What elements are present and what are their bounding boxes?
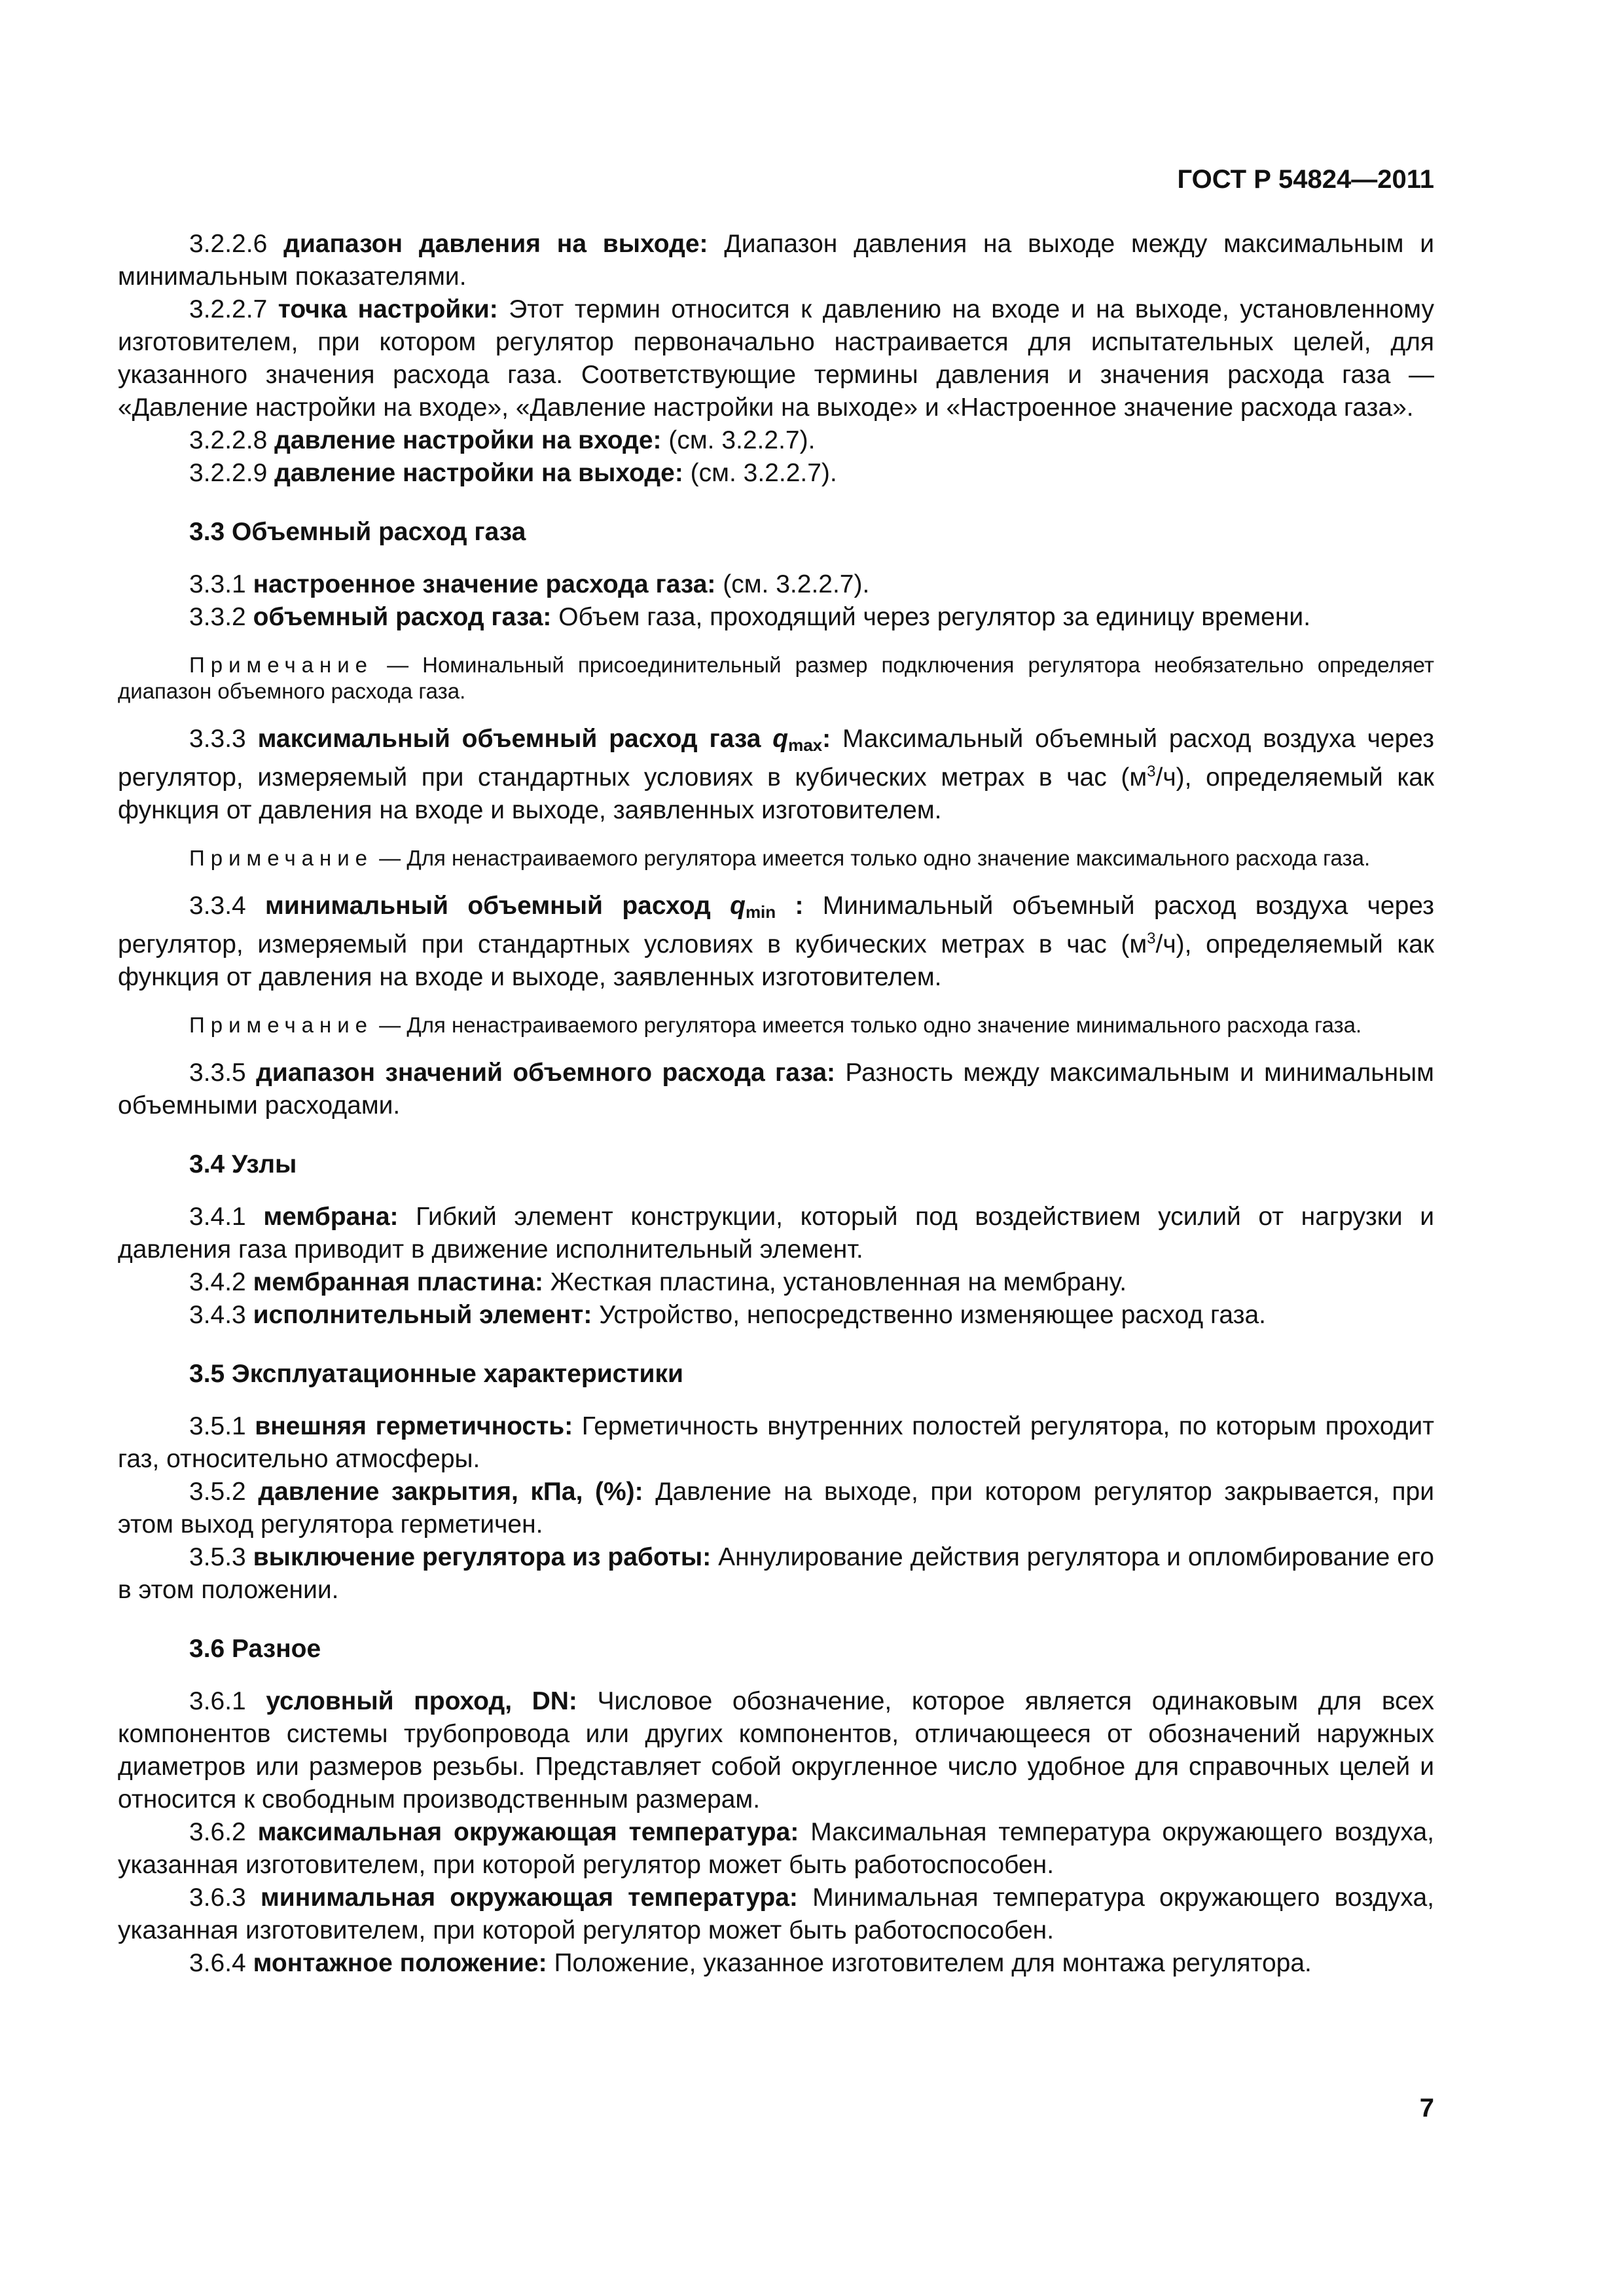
clause-3-3-3: 3.3.3 максимальный объемный расход газа $q_{max}$: Максимальный объемный расход воздуха через регулятор, измеряемый при стандартных условиях в кубических метрах в час $(м^3/ч)$, определяемый как функция от давления на входе и выходе, заявленных изготовителем. (118, 725, 1435, 824)
clause-3-4-3: 3.4.3 исполнительный элемент: Устройство, непосредственно изменяющее расход газа. (189, 1301, 1266, 1329)
document-body (118, 228, 1434, 1980)
section-3-4-heading: 3.4 Узлы (189, 1150, 297, 1178)
clause-3-6-1: 3.6.1 условный проход, DN: Числовое обозначение, которое является одинаковым для всех компонентов системы трубопровода или других компонентов, отличающееся от обозначений наружных диаметров или размеров резьбы. Представляет собой округленное число удобное для справочных целей и относится к свободным производственным размерам. (118, 1687, 1434, 1813)
clause-3-2-2-6: 3.2.2.6 диапазон давления на выходе: Диапазон давления на выходе между максимальным и минимальным показателями. (118, 230, 1435, 291)
clause-3-5-2: 3.5.2 давление закрытия, кПа, (%): Давление на выходе, при котором регулятор закрывается, при этом выход регулятора герметичен. (118, 1478, 1435, 1539)
clause-3-5-1: 3.5.1 внешняя герметичность: Герметичность внутренних полостей регулятора, по которым проходит газ, относительно атмосферы. (118, 1412, 1434, 1473)
section-3-5-heading: 3.5 Эксплуатационные характеристики (189, 1360, 683, 1388)
note-1: Примечание — Номинальный присоединительный размер подключения регулятора необязательно определяет диапазон объемного расхода газа. (118, 653, 1434, 703)
clause-3-2-2-8: 3.2.2.8 давление настройки на входе: (см. 3.2.2.7). (189, 426, 816, 454)
clause-3-2-2-9: 3.2.2.9 давление настройки на выходе: (см. 3.2.2.7). (189, 459, 837, 487)
clause-3-2-2-7: 3.2.2.7 точка настройки: Этот термин относится к давлению на входе и на выходе, установленному изготовителем, при котором регулятор первоначально настраивается для испытательных целей, для указанного значения расхода газа. Соответствующие термины давления и значения расхода газа — «Давление настройки на входе», «Давление настройки на выходе» и «Настроенное значение расхода газа». (118, 295, 1434, 422)
document-header: ГОСТ Р 54824—2011 (1177, 165, 1434, 194)
note-2: Примечание — Для ненастраиваемого регулятора имеется только одно значение максимального расхода газа. (189, 846, 1371, 870)
clause-3-5-3: 3.5.3 выключение регулятора из работы: Аннулирование действия регулятора и опломбирование его в этом положении. (118, 1543, 1434, 1604)
clause-3-6-2: 3.6.2 максимальная окружающая температура: Максимальная температура окружающего воздуха, указанная изготовителем, при которой регулятор может быть работоспособен. (118, 1818, 1434, 1879)
clause-3-3-5: 3.3.5 диапазон значений объемного расхода газа: Разность между максимальным и минимальным объемными расходами. (118, 1059, 1434, 1120)
note-3: Примечание — Для ненастраиваемого регулятора имеется только одно значение минимального расхода газа. (189, 1013, 1362, 1037)
section-3-6-heading: 3.6 Разное (189, 1635, 321, 1663)
page-number: 7 (1419, 2094, 1434, 2123)
clause-3-3-4: 3.3.4 минимальный объемный расход $q_{min}$ : Минимальный объемный расход воздуха через регулятор, измеряемый при стандартных условиях в кубических метрах в час $(м^3/ч)$, определяемый как функция от давления на входе и выходе, заявленных изготовителем. (118, 892, 1434, 991)
clause-3-4-1: 3.4.1 мембрана: Гибкий элемент конструкции, который под воздействием усилий от нагрузки и давления газа приводит в движение исполнительный элемент. (118, 1203, 1434, 1264)
clause-3-6-4: 3.6.4 монтажное положение: Положение, указанное изготовителем для монтажа регулятора. (189, 1949, 1312, 1977)
clause-3-3-2: 3.3.2 объемный расход газа: Объем газа, проходящий через регулятор за единицу времени. (189, 603, 1311, 631)
clause-3-4-2: 3.4.2 мембранная пластина: Жесткая пластина, установленная на мембрану. (189, 1268, 1127, 1296)
clause-3-6-3: 3.6.3 минимальная окружающая температура: Минимальная температура окружающего воздуха, указанная изготовителем, при которой регулятор может быть работоспособен. (118, 1884, 1434, 1944)
clause-3-3-1: 3.3.1 настроенное значение расхода газа: (см. 3.2.2.7). (189, 570, 870, 598)
section-3-3-heading: 3.3 Объемный расход газа (189, 518, 526, 546)
